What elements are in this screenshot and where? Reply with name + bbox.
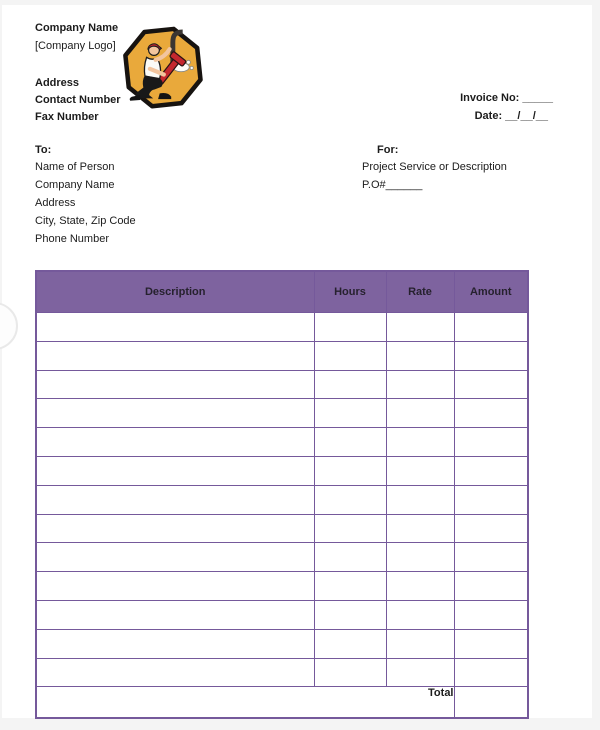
empty-cell <box>36 572 314 601</box>
empty-cell <box>454 428 528 457</box>
empty-cell <box>314 514 386 543</box>
empty-cell <box>386 341 454 370</box>
column-header-hours: Hours <box>314 271 386 313</box>
invoice-date-field: Date: __/__/__ <box>474 110 548 122</box>
empty-cell <box>36 485 314 514</box>
line-item-row <box>36 572 528 601</box>
empty-cell <box>314 629 386 658</box>
empty-cell <box>386 428 454 457</box>
empty-cell <box>314 485 386 514</box>
company-fax-label: Fax Number <box>35 111 99 123</box>
invoice-number-field: Invoice No: _____ <box>460 92 553 104</box>
bill-to-city-line: City, State, Zip Code <box>35 215 136 227</box>
empty-cell <box>36 399 314 428</box>
line-item-row <box>36 543 528 572</box>
empty-cell <box>454 456 528 485</box>
empty-cell <box>36 341 314 370</box>
empty-cell <box>454 629 528 658</box>
empty-cell <box>454 341 528 370</box>
empty-cell <box>454 572 528 601</box>
line-item-row <box>36 600 528 629</box>
empty-cell <box>314 456 386 485</box>
po-number-field: P.O#______ <box>362 179 423 191</box>
empty-cell <box>386 572 454 601</box>
line-item-row <box>36 313 528 342</box>
empty-cell <box>386 658 454 687</box>
total-row <box>36 687 528 718</box>
empty-cell <box>386 485 454 514</box>
line-item-row <box>36 399 528 428</box>
empty-cell <box>454 658 528 687</box>
empty-cell <box>314 572 386 601</box>
empty-cell <box>454 485 528 514</box>
empty-cell <box>36 543 314 572</box>
company-logo-placeholder: [Company Logo] <box>35 40 116 52</box>
total-amount-cell <box>454 687 528 718</box>
line-item-row <box>36 514 528 543</box>
bill-to-label: To: <box>35 144 52 156</box>
empty-cell <box>386 543 454 572</box>
empty-cell <box>386 514 454 543</box>
empty-cell <box>36 456 314 485</box>
empty-cell <box>454 370 528 399</box>
empty-cell <box>386 456 454 485</box>
empty-cell <box>454 543 528 572</box>
empty-cell <box>314 600 386 629</box>
empty-cell <box>386 629 454 658</box>
plumber-logo-icon <box>122 24 204 112</box>
line-item-row <box>36 658 528 687</box>
empty-cell <box>36 313 314 342</box>
empty-cell <box>454 313 528 342</box>
line-item-row <box>36 485 528 514</box>
project-description-line: Project Service or Description <box>362 161 507 173</box>
empty-cell <box>314 658 386 687</box>
line-item-row <box>36 456 528 485</box>
empty-cell <box>36 600 314 629</box>
column-header-rate: Rate <box>386 271 454 313</box>
empty-cell <box>36 428 314 457</box>
empty-cell <box>314 313 386 342</box>
empty-cell <box>36 370 314 399</box>
bill-to-address-line: Address <box>35 197 76 209</box>
table-header-row <box>36 271 528 313</box>
empty-cell <box>454 514 528 543</box>
for-label: For: <box>377 144 399 156</box>
company-name-label: Company Name <box>35 22 119 34</box>
empty-cell <box>386 399 454 428</box>
empty-cell <box>314 428 386 457</box>
empty-cell <box>386 313 454 342</box>
empty-cell <box>314 370 386 399</box>
empty-cell <box>314 399 386 428</box>
line-item-row <box>36 629 528 658</box>
empty-cell <box>454 399 528 428</box>
column-header-description: Description <box>36 271 314 313</box>
empty-cell <box>386 600 454 629</box>
bill-to-company-line: Company Name <box>35 179 115 191</box>
column-header-amount: Amount <box>454 271 528 313</box>
bill-to-phone-line: Phone Number <box>35 233 109 245</box>
bill-to-name-line: Name of Person <box>35 161 115 173</box>
line-items-table <box>35 270 529 719</box>
company-contact-label: Contact Number <box>35 94 121 106</box>
empty-cell <box>386 370 454 399</box>
empty-cell <box>36 658 314 687</box>
empty-cell <box>314 341 386 370</box>
empty-cell <box>314 543 386 572</box>
total-label: Total <box>36 687 454 718</box>
company-address-label: Address <box>35 77 80 89</box>
line-item-row <box>36 428 528 457</box>
empty-cell <box>36 514 314 543</box>
empty-cell <box>454 600 528 629</box>
empty-cell <box>36 629 314 658</box>
line-item-row <box>36 370 528 399</box>
line-item-row <box>36 341 528 370</box>
